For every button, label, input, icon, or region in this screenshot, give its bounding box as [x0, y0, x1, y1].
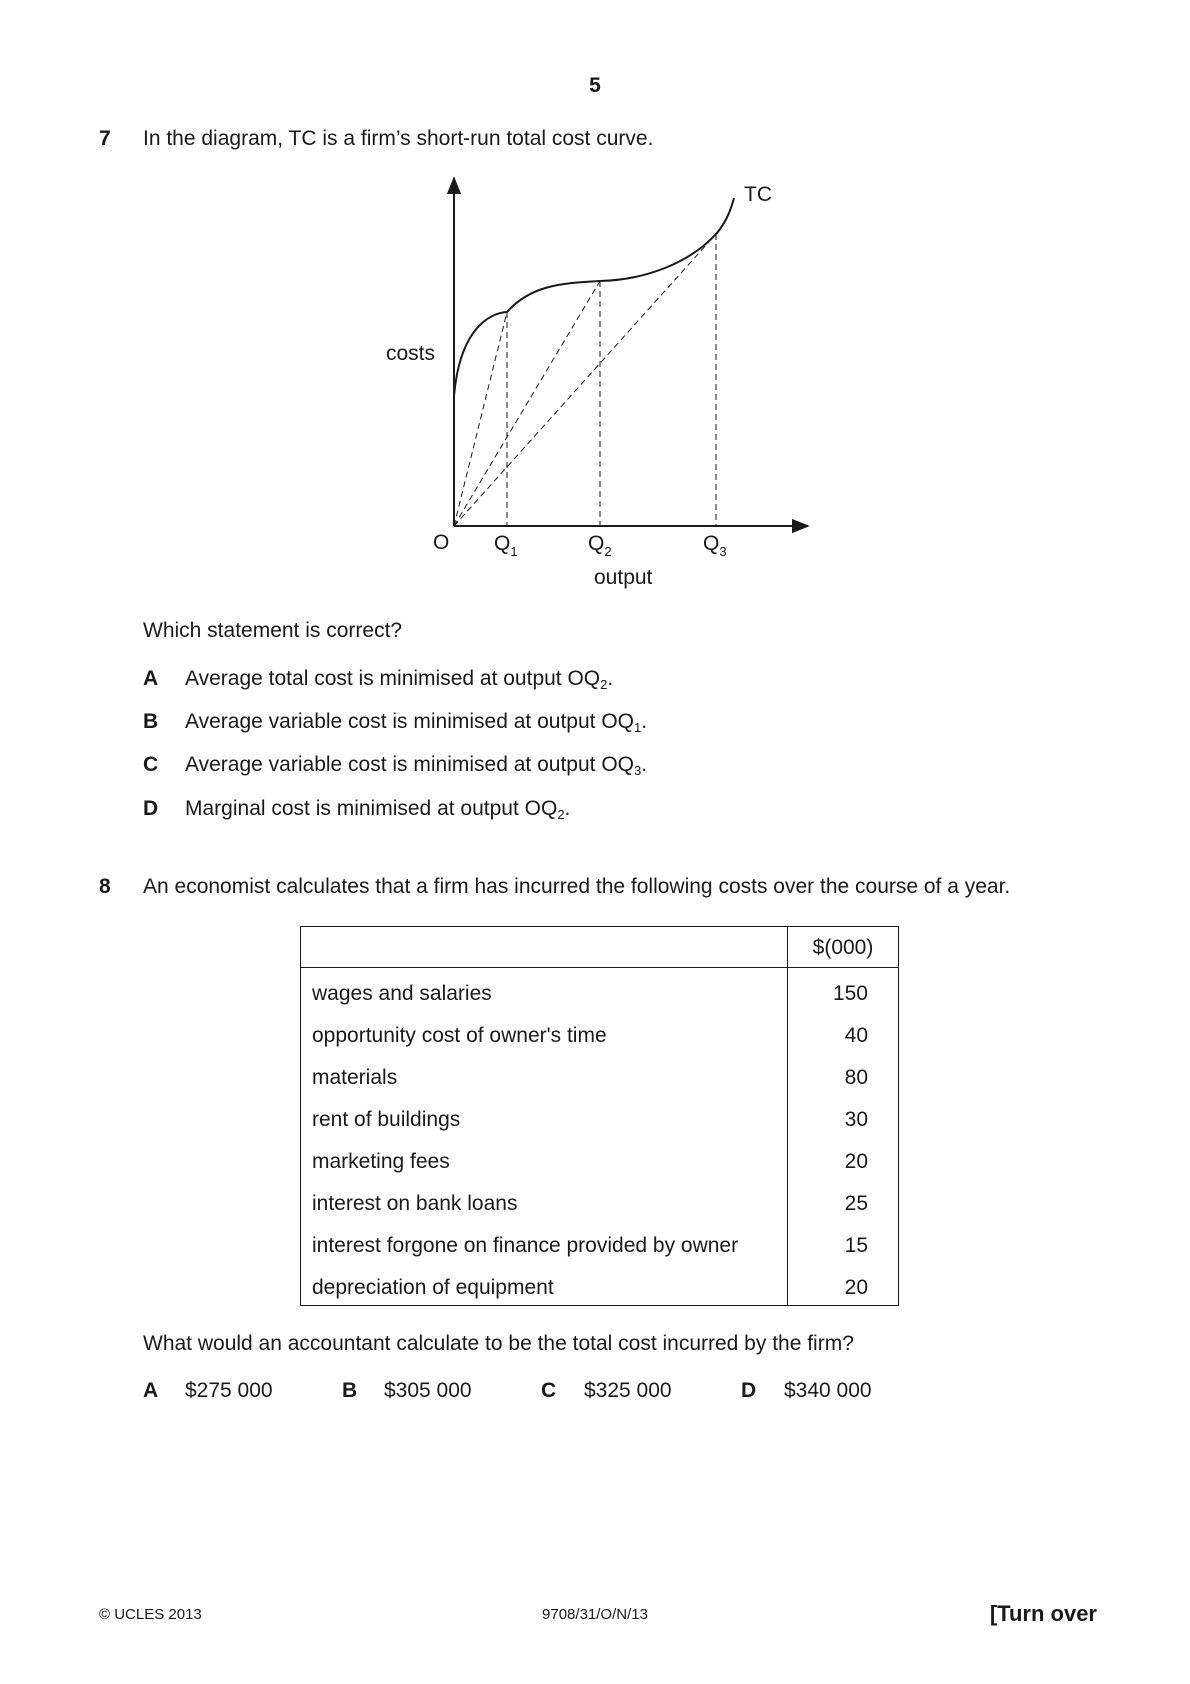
table-row: [301, 1108, 898, 1148]
q7-option-a-letter: A: [143, 667, 159, 690]
table-row-item: materials: [312, 1066, 398, 1089]
question-7-prompt: Which statement is correct?: [143, 619, 403, 642]
table-row: [301, 1150, 898, 1190]
table-row-value: 40: [844, 1024, 868, 1047]
table-row: [301, 1066, 898, 1106]
table-row: [301, 1276, 898, 1316]
q7-option-c-text: Average variable cost is minimised at output $OQ_3$.: [185, 753, 648, 778]
table-row-value: 150: [832, 982, 868, 1005]
q7-option-c: [143, 753, 158, 777]
ray-to-q2: [454, 281, 600, 526]
table-row-value: 80: [844, 1066, 868, 1089]
x-axis-label: output: [594, 566, 653, 589]
q1-label: $Q_1$: [494, 532, 518, 559]
q7-option-d-letter: D: [143, 797, 159, 820]
question-7-stem: In the diagram, TC is a firm’s short-run total cost curve.: [143, 127, 654, 150]
table-row-item: opportunity cost of owner's time: [312, 1024, 607, 1047]
question-7-number: 7: [99, 127, 111, 150]
q8-option-c-letter: C: [541, 1379, 557, 1402]
ray-to-q1: [454, 312, 507, 526]
footer-paper-code: 9708/31/O/N/13: [542, 1606, 648, 1623]
table-row: [301, 982, 898, 1022]
question-8-number: 8: [99, 875, 111, 898]
table-row-value: 20: [844, 1150, 868, 1173]
table-row-item: depreciation of equipment: [312, 1276, 554, 1299]
table-row-value: 20: [844, 1276, 868, 1299]
q8-option-d: [741, 1379, 756, 1403]
q8-option-a-text: $275 000: [185, 1379, 273, 1402]
q8-option-d-letter: D: [741, 1379, 757, 1402]
q8-option-b-letter: B: [342, 1379, 358, 1402]
table-row-item: wages and salaries: [312, 982, 492, 1005]
q7-option-b: [143, 710, 158, 734]
table-row: [301, 1192, 898, 1232]
table-row: [301, 1024, 898, 1064]
tc-label: TC: [744, 183, 772, 206]
q7-option-b-letter: B: [143, 710, 159, 733]
table-row-item: interest on bank loans: [312, 1192, 518, 1215]
q3-label: $Q_3$: [703, 532, 727, 559]
q7-option-d: [143, 797, 158, 821]
q8-option-c-text: $325 000: [584, 1379, 672, 1402]
q7-option-d-text: Marginal cost is minimised at output $OQ_2$.: [185, 797, 571, 822]
page-number: 5: [589, 74, 601, 97]
question-8-prompt: What would an accountant calculate to be the total cost incurred by the firm?: [143, 1332, 854, 1355]
origin-label: O: [433, 531, 450, 554]
q7-option-a-text: Average total cost is minimised at output $OQ_2$.: [185, 667, 614, 692]
total-cost-diagram: [360, 168, 820, 598]
table-row-value: 30: [844, 1108, 868, 1131]
q7-option-b-text: Average variable cost is minimised at output $OQ_1$.: [185, 710, 648, 735]
q8-option-b: [342, 1379, 357, 1403]
y-axis-label: costs: [386, 342, 436, 365]
q7-option-a: [143, 667, 158, 691]
q2-label: $Q_2$: [588, 532, 612, 559]
footer-copyright: © UCLES 2013: [99, 1606, 202, 1623]
table-row-value: 25: [844, 1192, 868, 1215]
q8-option-b-text: $305 000: [384, 1379, 472, 1402]
turn-over-label: [Turn over: [989, 1601, 1097, 1626]
q8-option-a-letter: A: [143, 1379, 159, 1402]
table-row-item: interest forgone on finance provided by owner: [312, 1234, 739, 1257]
cost-table: [300, 926, 899, 1306]
table-row-item: rent of buildings: [312, 1108, 461, 1131]
table-row-value: 15: [844, 1234, 868, 1257]
table-row-item: marketing fees: [312, 1150, 450, 1173]
q8-option-a: [143, 1379, 158, 1403]
q7-option-c-letter: C: [143, 753, 159, 776]
q8-option-d-text: $340 000: [784, 1379, 872, 1402]
tc-curve: [454, 198, 734, 396]
q8-option-c: [541, 1379, 556, 1403]
question-8-stem: An economist calculates that a firm has incurred the following costs over the course of a year.: [143, 875, 1011, 898]
table-row: [301, 1234, 898, 1274]
ray-to-q3: [454, 234, 716, 526]
ray-lines: [454, 234, 716, 526]
table-unit-header: $(000): [812, 936, 874, 959]
vertical-dropdown-lines: [507, 234, 716, 526]
table-header-divider: [301, 967, 898, 968]
